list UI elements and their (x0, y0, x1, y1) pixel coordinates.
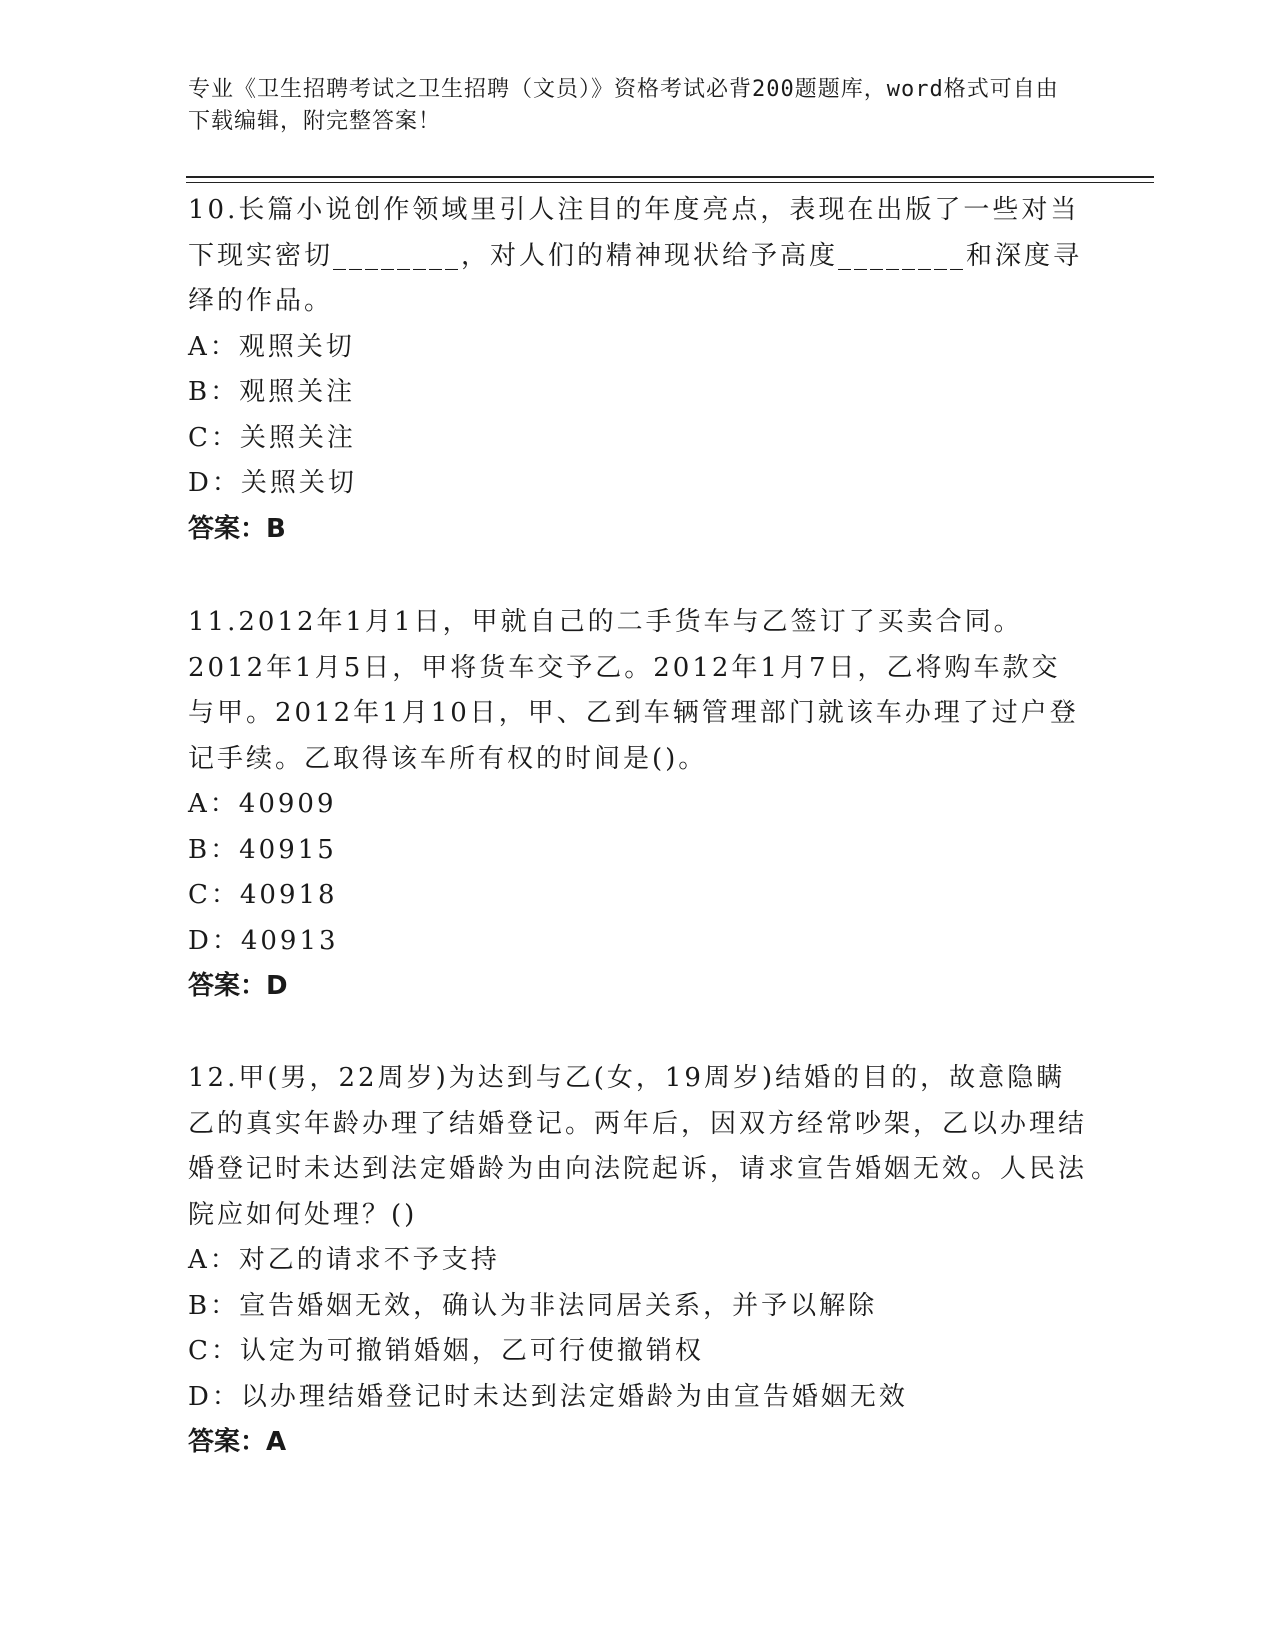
answer-line: 答案：D (188, 971, 288, 1001)
option-a: A：40909 (188, 789, 337, 819)
option-c: C：40918 (188, 880, 338, 910)
question-stem: 10.长篇小说创作领域里引人注目的年度亮点，表现在出版了一些对当下现实密切________，对人们的精神现状给予高度________和深度寻绎的作品。 (188, 195, 1083, 316)
option-c: C：关照关注 (188, 422, 356, 453)
option-d: D：关照关切 (188, 468, 357, 498)
question-11 (188, 600, 1088, 1010)
answer-line: 答案：A (188, 1427, 287, 1457)
question-stem: 11.2012年1月1日，甲就自己的二手货车与乙签订了买卖合同。2012年1月5日，甲将货车交予乙。2012年1月7日，乙将购车款交与甲。2012年1月10日，甲、乙到车辆管理部门就该车办理了过户登记手续。乙取得该车所有权的时间是()。 (188, 607, 1079, 774)
document-header: 专业《卫生招聘考试之卫生招聘（文员）》资格考试必背200题题库，word格式可自由下载编辑，附完整答案！ (188, 77, 1059, 134)
answer-line: 答案：B (188, 513, 286, 544)
question-12 (188, 1056, 1088, 1466)
question-10 (188, 188, 1088, 552)
question-stem: 12.甲(男，22周岁)为达到与乙(女，19周岁)结婚的目的，故意隐瞒乙的真实年龄办理了结婚登记。两年后，因双方经常吵架，乙以办理结婚登记时未达到法定婚龄为由向法院起诉，请求宣告婚姻无效。人民法院应如何处理？() (188, 1063, 1088, 1230)
header-divider-thin (186, 182, 1154, 183)
header-divider-thick (186, 176, 1154, 178)
option-b: B：40915 (188, 834, 337, 865)
option-a: A：观照关切 (188, 331, 355, 362)
option-c: C：认定为可撤销婚姻，乙可行使撤销权 (188, 1336, 704, 1366)
option-d: D：以办理结婚登记时未达到法定婚龄为由宣告婚姻无效 (188, 1381, 908, 1412)
option-b: B：观照关注 (188, 377, 356, 407)
option-a: A：对乙的请求不予支持 (188, 1245, 500, 1275)
option-d: D：40913 (188, 925, 339, 956)
option-b: B：宣告婚姻无效，确认为非法同居关系，并予以解除 (188, 1290, 878, 1321)
